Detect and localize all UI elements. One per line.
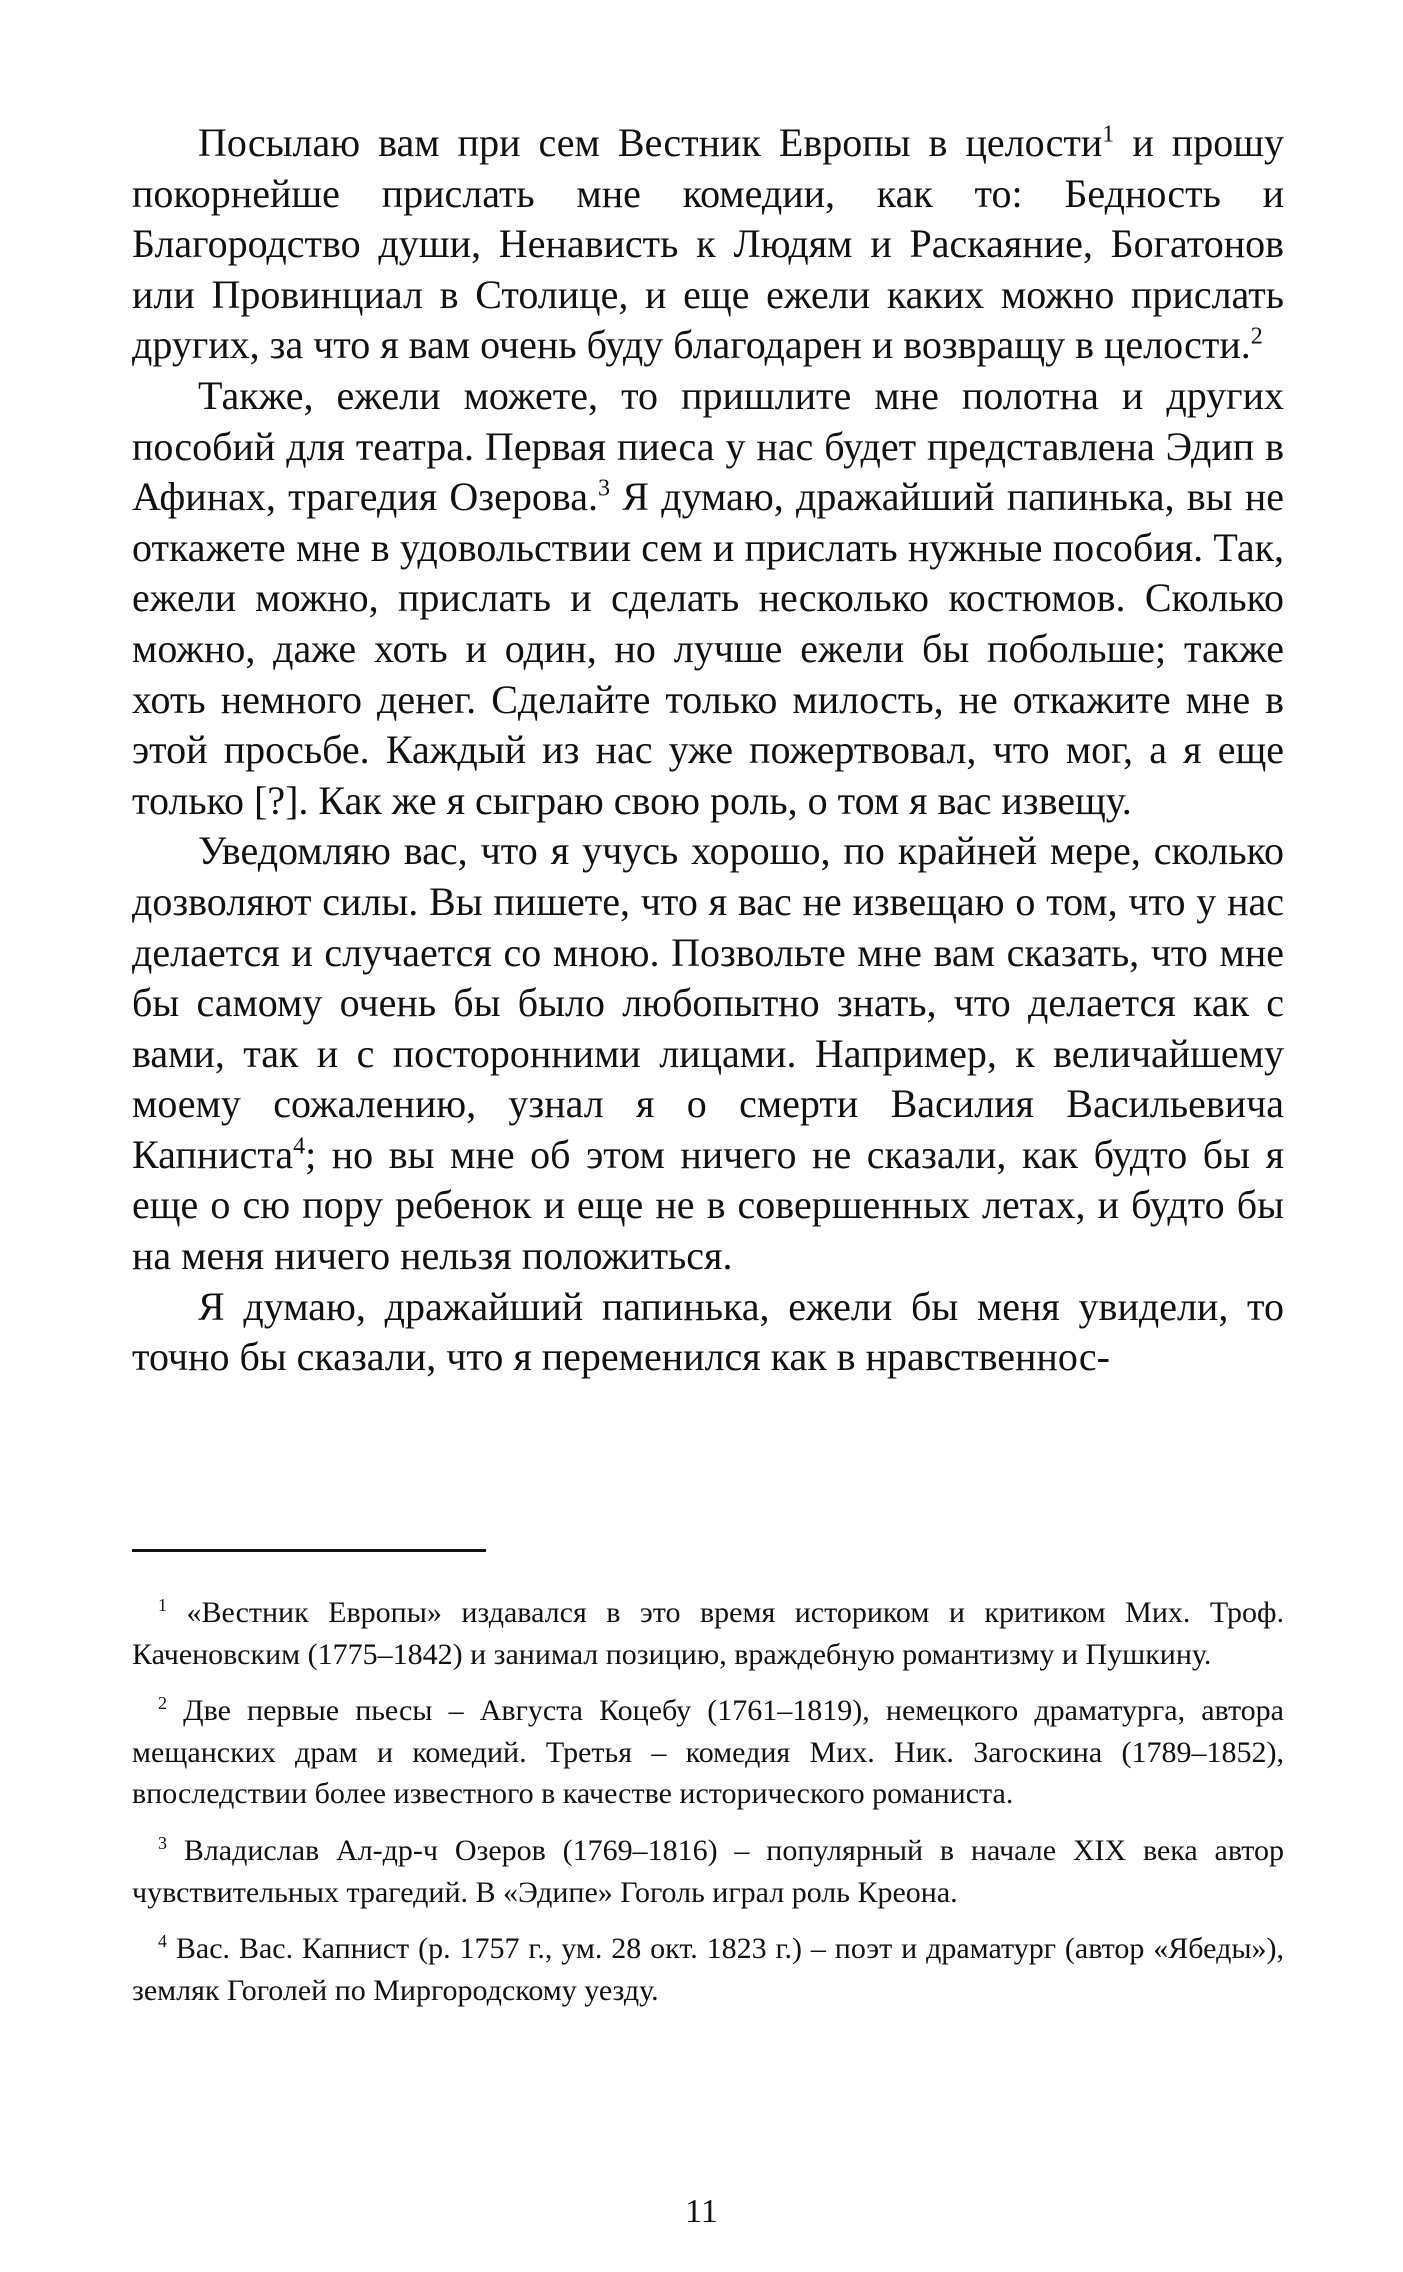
page-number: 11 — [685, 2193, 718, 2230]
footnote — [132, 1830, 1284, 1913]
footnote-marker: 2 — [158, 1693, 167, 1714]
main-text — [132, 118, 1284, 1383]
footnote — [132, 1592, 1284, 1675]
footnote-text: Две первые пьесы – Августа Коцебу (1761–1819), немецкого драматурга, автора мещанских драм и комедий. Третья – комедия Мих. Ник. Загоскина (1789–1852), впоследствии более известного в качестве исторического романиста. — [132, 1694, 1284, 1811]
footnotes — [132, 1592, 1284, 2011]
text-run: Уведомляю вас, что я учусь хорошо, по крайней мере, сколько дозволяют силы. Вы пишете, что я вас не извещаю о том, что у нас делается и случается со мною. Позвольте мне вам сказать, что мне бы самому очень бы было любопытно знать, что делается как с вами, так и с посторонними лицами. Например, к величайшему моему сожалению, узнал я о смерти Василия Васильевича Капниста — [132, 828, 1284, 1177]
footnote-text: «Вестник Европы» издавался в это время историком и критиком Мих. Троф. Каченовским (1775–1842) и занимал позицию, враждебную романтизму и Пушкину. — [132, 1596, 1284, 1671]
footnote-text: Вас. Вас. Капнист (р. 1757 г., ум. 28 окт. 1823 г.) – поэт и драматург (автор «Ябеды»), земляк Гоголей по Миргородскому уезду. — [132, 1932, 1284, 2007]
footnote-marker: 4 — [158, 1931, 167, 1952]
text-run: Я думаю, дражайший папинька, вы не откажете мне в удовольствии сем и прислать нужные пособия. Так, ежели можно, прислать и сделать несколько костюмов. Сколько можно, даже хоть и один, но лучше ежели бы побольше; также хоть немного денег. Сделайте только милость, не откажите мне в этой просьбе. Каждый из нас уже пожертвовал, что мог, а я еще только [?]. Как же я сыграю свою роль, о том я вас извещу. — [132, 474, 1284, 823]
footnote-divider — [132, 1549, 486, 1552]
footnote — [132, 1690, 1284, 1815]
paragraph — [132, 826, 1284, 1281]
footnote-ref: 4 — [293, 1133, 306, 1160]
paragraph — [132, 118, 1284, 371]
footnote-text: Владислав Ал-др-ч Озеров (1769–1816) – популярный в начале XIX века автор чувствительных трагедий. В «Эдипе» Гоголь играл роль Креона. — [132, 1833, 1284, 1909]
footnote-ref: 1 — [1102, 121, 1115, 148]
text-run: Посылаю вам при сем Вестник Европы в целости — [198, 120, 1103, 165]
paragraph — [132, 1282, 1284, 1383]
paragraph — [132, 371, 1284, 826]
footnote-marker: 1 — [158, 1595, 167, 1615]
footnote-marker: 3 — [158, 1832, 167, 1853]
footnote-ref: 3 — [597, 475, 610, 502]
text-run: Я думаю, дражайший папинька, ежели бы меня увидели, то точно бы сказали, что я переменился как в нравственнос- — [132, 1283, 1284, 1380]
footnote — [132, 1928, 1284, 2011]
text-run: и прошу покорнейше прислать мне комедии, как то: Бедность и Благородство души, Ненависть к Людям и Раскаяние, Богатонов или Провинциал в Столице, и еще ежели каких можно прислать других, за что я вам очень буду благодарен и возвращу в целости. — [132, 120, 1284, 368]
text-run: ; но вы мне об этом ничего не сказали, как будто бы я еще о сю пору ребенок и еще не в совершенных летах, и будто бы на меня ничего нельзя положиться. — [132, 1131, 1284, 1279]
footnote-ref: 2 — [1250, 324, 1263, 351]
text-run: Также, ежели можете, то пришлите мне полотна и других пособий для театра. Первая пиеса у нас будет представлена Эдип в Афинах, трагедия Озерова. — [132, 372, 1284, 520]
